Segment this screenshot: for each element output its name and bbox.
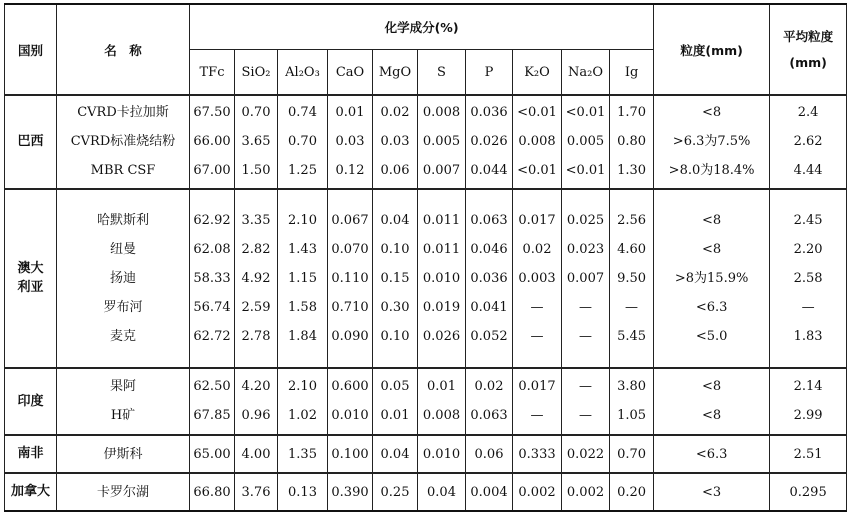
component-value-column (610, 435, 654, 473)
particle-size: >8为15.9% (674, 270, 749, 286)
component-value: 0.004 (470, 484, 508, 500)
component-value: 0.30 (380, 299, 410, 315)
country-cell: 澳大 利亚 (5, 189, 57, 368)
component-value: 0.026 (470, 134, 508, 150)
particle-size: <3 (702, 484, 722, 500)
average-particle-size-column (770, 95, 847, 189)
component-value-column (610, 189, 654, 368)
component-value: 58.33 (193, 270, 231, 286)
product-name: H矿 (110, 408, 136, 424)
component-value-column (373, 435, 418, 473)
component-value-column (562, 95, 610, 189)
component-value: 0.600 (331, 379, 369, 395)
product-name: 扬迪 (109, 270, 136, 286)
component-value: 0.070 (331, 241, 369, 257)
header-name: 名 称 (57, 4, 190, 95)
component-value: 4.92 (241, 270, 271, 286)
component-value: 0.046 (470, 241, 508, 257)
component-value-column (610, 368, 654, 435)
average-particle-size: 2.62 (793, 134, 823, 150)
component-value: 1.30 (617, 163, 647, 179)
product-name-column (57, 473, 190, 511)
component-value: 62.92 (193, 212, 231, 228)
component-value: 67.85 (193, 408, 231, 424)
component-value: 56.74 (193, 299, 231, 315)
component-value: 0.04 (427, 484, 456, 500)
component-value: — (530, 328, 544, 344)
component-value: — (530, 299, 544, 315)
component-value: 0.10 (380, 241, 410, 257)
component-value: 1.43 (288, 241, 317, 257)
component-value: 0.01 (427, 379, 456, 395)
component-value: 0.017 (518, 379, 556, 395)
header-particle-size: 粒度(mm) (654, 4, 770, 95)
component-value: 65.00 (193, 446, 231, 462)
component-value: 1.58 (288, 299, 317, 315)
component-value: 0.090 (331, 328, 369, 344)
component-value: 0.005 (422, 134, 461, 150)
component-value: 0.010 (422, 270, 461, 286)
average-particle-size-column (770, 368, 847, 435)
header-component: MgO (373, 50, 418, 96)
country-group-row (5, 473, 847, 511)
component-value: 62.72 (193, 328, 231, 344)
component-value-column (190, 435, 235, 473)
component-value: 0.25 (380, 484, 410, 500)
component-value: 9.50 (617, 270, 647, 286)
component-value: 0.74 (288, 105, 317, 121)
component-value-column (328, 95, 373, 189)
header-component: P (466, 50, 513, 96)
component-value: 2.59 (241, 299, 271, 315)
particle-size-column (654, 473, 770, 511)
component-value: 0.002 (566, 484, 605, 500)
component-value: 0.041 (470, 299, 508, 315)
average-particle-size: 2.58 (793, 270, 823, 286)
component-value: 2.10 (288, 212, 317, 228)
average-particle-size: 2.14 (793, 379, 823, 395)
particle-size: >8.0为18.4% (668, 163, 755, 179)
component-value: 0.063 (470, 212, 508, 228)
product-name: CVRD标准烧结粉 (70, 134, 176, 150)
component-value: 0.110 (331, 270, 369, 286)
component-value: 2.56 (617, 212, 647, 228)
component-value: 0.04 (380, 446, 410, 462)
header-component: Ig (610, 50, 654, 96)
component-value: 1.15 (288, 270, 317, 286)
component-value-column (373, 189, 418, 368)
component-value: 0.008 (518, 134, 556, 150)
country-group-row (5, 368, 847, 435)
component-value: 3.65 (241, 134, 271, 150)
component-value: 1.02 (288, 408, 317, 424)
component-value: 0.96 (241, 408, 271, 424)
component-value: 4.20 (241, 379, 271, 395)
component-value-column (513, 473, 562, 511)
component-value: — (579, 379, 592, 395)
header-component: Na₂O (562, 50, 610, 96)
component-value-column (513, 189, 562, 368)
component-value-column (513, 435, 562, 473)
component-value: 0.052 (470, 328, 508, 344)
country-group-row (5, 435, 847, 473)
component-value: 0.390 (331, 484, 369, 500)
component-value-column (418, 368, 466, 435)
component-value: 5.45 (617, 328, 647, 344)
country-cell: 南非 (5, 435, 57, 473)
component-value: 0.002 (518, 484, 556, 500)
component-value: 1.70 (617, 105, 647, 121)
component-value: 0.026 (422, 328, 461, 344)
average-particle-size-column (770, 473, 847, 511)
component-value: 1.35 (288, 446, 317, 462)
component-value: 3.76 (241, 484, 271, 500)
component-value: 0.036 (470, 270, 508, 286)
component-value: 0.022 (566, 446, 605, 462)
component-value: 0.02 (380, 105, 410, 121)
component-value-column (278, 189, 328, 368)
component-value: 0.02 (522, 241, 552, 257)
component-value-column (466, 435, 513, 473)
component-value: — (579, 299, 592, 315)
component-value-column (190, 368, 235, 435)
country-cell: 印度 (5, 368, 57, 435)
component-value-column (328, 189, 373, 368)
average-particle-size: 2.45 (793, 212, 823, 228)
component-value-column (373, 473, 418, 511)
product-name: MBR CSF (90, 163, 156, 179)
component-value: 0.017 (518, 212, 556, 228)
component-value-column (373, 95, 418, 189)
component-value: 0.036 (470, 105, 508, 121)
component-value: 0.023 (566, 241, 605, 257)
component-value: 2.82 (241, 241, 271, 257)
component-value: 0.70 (241, 105, 271, 121)
component-value: 62.08 (193, 241, 231, 257)
country-cell: 加拿大 (5, 473, 57, 511)
component-value: 0.02 (474, 379, 504, 395)
average-particle-size: — (801, 299, 815, 315)
component-value: 62.50 (193, 379, 231, 395)
component-value-column (235, 435, 278, 473)
product-name-column (57, 95, 190, 189)
component-value-column (562, 435, 610, 473)
particle-size: <8 (702, 212, 722, 228)
particle-size: <8 (702, 379, 722, 395)
component-value-column (328, 435, 373, 473)
particle-size: >6.3为7.5% (672, 134, 751, 150)
component-value-column (418, 473, 466, 511)
component-value-column (562, 189, 610, 368)
component-value-column (562, 473, 610, 511)
component-value: 0.15 (380, 270, 410, 286)
component-value-column (466, 189, 513, 368)
component-value: 0.010 (422, 446, 461, 462)
component-value-column (418, 95, 466, 189)
component-value-column (235, 95, 278, 189)
component-value: 0.710 (331, 299, 369, 315)
component-value-column (190, 95, 235, 189)
component-value: 0.010 (331, 408, 369, 424)
component-value: <0.01 (517, 163, 557, 179)
component-value: 2.10 (288, 379, 317, 395)
component-value: 3.35 (241, 212, 271, 228)
component-value-column (278, 473, 328, 511)
component-value: 0.04 (380, 212, 410, 228)
particle-size-column (654, 435, 770, 473)
particle-size-column (654, 189, 770, 368)
component-value: 0.13 (288, 484, 317, 500)
component-value-column (190, 473, 235, 511)
component-value: 2.78 (241, 328, 271, 344)
particle-size: <8 (702, 241, 722, 257)
component-value-column (278, 368, 328, 435)
component-value: <0.01 (517, 105, 557, 121)
component-value: 4.00 (241, 446, 271, 462)
average-particle-size: 2.99 (793, 408, 823, 424)
component-value: <0.01 (565, 105, 606, 121)
component-value: <0.01 (565, 163, 606, 179)
product-name: 麦克 (109, 328, 136, 344)
component-value-column (235, 473, 278, 511)
component-value: 1.84 (288, 328, 317, 344)
component-value-column (562, 368, 610, 435)
product-name: 果阿 (109, 379, 136, 395)
component-value-column (418, 189, 466, 368)
component-value: 0.70 (617, 446, 647, 462)
component-value-column (610, 95, 654, 189)
component-value: 0.067 (331, 212, 369, 228)
header-country: 国别 (5, 4, 57, 95)
header-component: K₂O (513, 50, 562, 96)
component-value: 0.044 (470, 163, 508, 179)
component-value: 0.003 (518, 270, 556, 286)
component-value: 0.333 (518, 446, 556, 462)
component-value: 0.011 (422, 241, 461, 257)
component-value: 0.008 (422, 105, 461, 121)
component-value: 66.00 (193, 134, 231, 150)
component-value-column (373, 368, 418, 435)
product-name: CVRD卡拉加斯 (77, 105, 169, 121)
component-value-column (610, 473, 654, 511)
particle-size-column (654, 368, 770, 435)
average-particle-size: 4.44 (793, 163, 823, 179)
component-value: 0.025 (566, 212, 605, 228)
component-value-column (418, 435, 466, 473)
component-value: 0.80 (617, 134, 647, 150)
average-particle-size-column (770, 189, 847, 368)
particle-size-column (654, 95, 770, 189)
component-value: 0.005 (566, 134, 605, 150)
component-value: 0.20 (617, 484, 647, 500)
component-value: 0.03 (380, 134, 410, 150)
component-value-column (328, 473, 373, 511)
product-name: 哈默斯利 (96, 212, 149, 228)
component-value: 0.019 (422, 299, 461, 315)
product-name-column (57, 435, 190, 473)
component-value: 66.80 (193, 484, 231, 500)
component-value: — (530, 408, 544, 424)
particle-size: <8 (702, 105, 722, 121)
particle-size: <8 (702, 408, 722, 424)
header-component: S (418, 50, 466, 96)
component-value: 0.011 (422, 212, 461, 228)
header-component: CaO (328, 50, 373, 96)
component-value-column (513, 95, 562, 189)
component-value: 0.01 (380, 408, 410, 424)
product-name: 卡罗尔湖 (96, 484, 149, 500)
product-name: 罗布河 (103, 299, 143, 315)
header-average-particle-size: 平均粒度 (mm) (770, 4, 847, 95)
product-name: 伊斯科 (103, 446, 143, 462)
particle-size: <6.3 (695, 299, 728, 315)
component-value-column (466, 473, 513, 511)
component-value: 1.50 (241, 163, 271, 179)
country-group-row (5, 95, 847, 189)
header-component: SiO₂ (235, 50, 278, 96)
header-component: TFc (190, 50, 235, 96)
component-value: 0.007 (566, 270, 605, 286)
component-value: 0.100 (331, 446, 369, 462)
component-value-column (466, 368, 513, 435)
average-particle-size-column (770, 435, 847, 473)
component-value: 0.05 (380, 379, 410, 395)
component-value-column (190, 189, 235, 368)
component-value: 0.06 (380, 163, 410, 179)
product-name-column (57, 189, 190, 368)
average-particle-size: 1.83 (793, 328, 823, 344)
component-value-column (235, 189, 278, 368)
component-value-column (235, 368, 278, 435)
component-value-column (466, 95, 513, 189)
component-value: 3.80 (617, 379, 647, 395)
particle-size: <5.0 (695, 328, 728, 344)
average-particle-size: 0.295 (789, 484, 827, 500)
component-value: 0.01 (335, 105, 365, 121)
component-value-column (278, 95, 328, 189)
header-component: Al₂O₃ (278, 50, 328, 96)
component-value-column (278, 435, 328, 473)
component-value: 0.12 (335, 163, 365, 179)
component-value: 0.03 (335, 134, 365, 150)
component-value: 0.008 (422, 408, 461, 424)
component-value: 0.70 (288, 134, 317, 150)
component-value: 0.063 (470, 408, 508, 424)
product-name-column (57, 368, 190, 435)
component-value: 67.00 (193, 163, 231, 179)
component-value: 1.05 (617, 408, 647, 424)
component-value: 0.10 (380, 328, 410, 344)
component-value: — (625, 299, 639, 315)
country-cell: 巴西 (5, 95, 57, 189)
component-value: 4.60 (617, 241, 647, 257)
component-value-column (513, 368, 562, 435)
average-particle-size: 2.4 (797, 105, 819, 121)
component-value: — (579, 408, 592, 424)
average-particle-size: 2.20 (793, 241, 823, 257)
component-value-column (328, 368, 373, 435)
particle-size: <6.3 (695, 446, 728, 462)
product-name: 纽曼 (109, 241, 136, 257)
component-value: 67.50 (193, 105, 231, 121)
header-chemical-composition: 化学成分(%) (190, 4, 654, 50)
component-value: — (579, 328, 592, 344)
component-value: 0.007 (422, 163, 461, 179)
component-value: 1.25 (288, 163, 317, 179)
country-group-row (5, 189, 847, 368)
average-particle-size: 2.51 (793, 446, 823, 462)
component-value: 0.06 (474, 446, 504, 462)
ore-composition-table (4, 3, 847, 512)
